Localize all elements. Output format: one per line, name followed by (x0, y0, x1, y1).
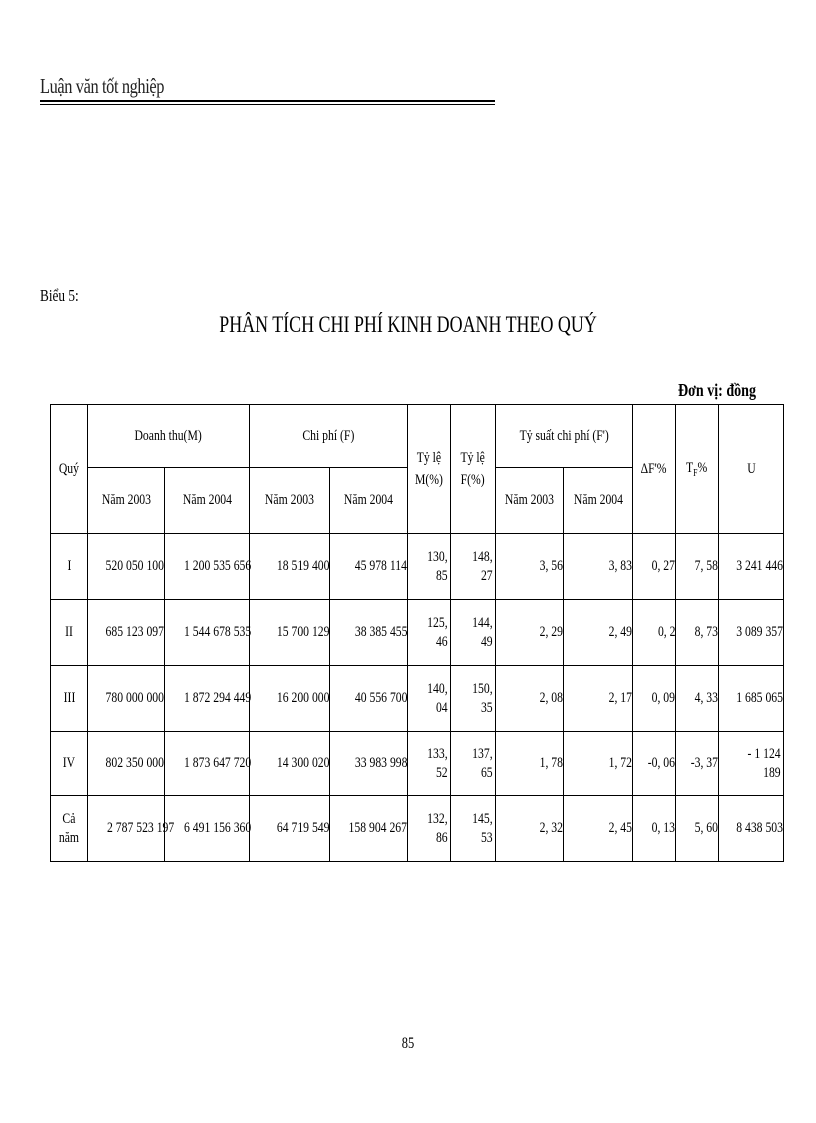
cell-u: 1 685 065 (719, 666, 784, 732)
header-ratio-f: Tỷ lệ F(%) (451, 405, 496, 534)
cell-cost2003: 14 300 020 (250, 732, 330, 796)
cell-rev2003: 520 050 100 (88, 534, 165, 600)
cell-rate2004: 3, 83 (564, 534, 633, 600)
cell-rate2003: 2, 08 (496, 666, 564, 732)
page-number: 85 (401, 1035, 415, 1052)
unit-label: Đơn vị: đồng (678, 380, 756, 400)
cell-ratio-m: 133, 52 (408, 732, 451, 796)
header-cost: Chi phí (F) (250, 405, 408, 468)
table-row-q3 (51, 666, 784, 732)
table-row-q2 (51, 600, 784, 666)
table-row-q1 (51, 534, 784, 600)
cell-cost2003: 18 519 400 (250, 534, 330, 600)
cell-cost2004: 40 556 700 (330, 666, 408, 732)
cell-cost2004: 38 385 455 (330, 600, 408, 666)
cell-rate2003: 2, 29 (496, 600, 564, 666)
cell-rate2003: 2, 32 (496, 796, 564, 862)
header-rule (40, 100, 495, 105)
cell-quarter: I (51, 534, 88, 600)
cell-delta: 0, 27 (633, 534, 676, 600)
header-rate-2003: Năm 2003 (496, 468, 564, 534)
cell-cost2004: 33 983 998 (330, 732, 408, 796)
cell-rev2003: 685 123 097 (88, 600, 165, 666)
document-header-title: Luận văn tốt nghiệp (40, 74, 165, 98)
header-u: U (719, 405, 784, 534)
table-row-year (51, 796, 784, 862)
cell-u: 3 089 357 (719, 600, 784, 666)
cell-rev2003: 780 000 000 (88, 666, 165, 732)
cell-cost2003: 15 700 129 (250, 600, 330, 666)
header-cost-rate: Tỷ suất chi phí (F') (496, 405, 633, 468)
header-cost-2003: Năm 2003 (250, 468, 330, 534)
cell-tf: -3, 37 (676, 732, 719, 796)
cell-rate2004: 2, 45 (564, 796, 633, 862)
cell-ratio-f: 144, 49 (451, 600, 496, 666)
cell-rate2004: 2, 49 (564, 600, 633, 666)
header-revenue: Doanh thu(M) (88, 405, 250, 468)
cell-rate2003: 3, 56 (496, 534, 564, 600)
header-ratio-m: Tỷ lệ M(%) (408, 405, 451, 534)
cell-rev2004: 1 873 647 720 (165, 732, 250, 796)
cell-rev2003: 2 787 523 197 (88, 796, 165, 862)
page-title: PHÂN TÍCH CHI PHÍ KINH DOANH THEO QUÝ (219, 312, 597, 337)
cell-ratio-m: 125, 46 (408, 600, 451, 666)
cell-quarter: IV (51, 732, 88, 796)
header-delta-f: ΔF'% (633, 405, 676, 534)
header-revenue-2003: Năm 2003 (88, 468, 165, 534)
header-revenue-2004: Năm 2004 (165, 468, 250, 534)
cell-rev2004: 1 200 535 656 (165, 534, 250, 600)
cell-rate2004: 1, 72 (564, 732, 633, 796)
cell-rate2004: 2, 17 (564, 666, 633, 732)
cell-cost2004: 45 978 114 (330, 534, 408, 600)
cell-rev2004: 1 872 294 449 (165, 666, 250, 732)
cell-tf: 5, 60 (676, 796, 719, 862)
cell-ratio-f: 145, 53 (451, 796, 496, 862)
cell-ratio-m: 140, 04 (408, 666, 451, 732)
cell-u: 3 241 446 (719, 534, 784, 600)
header-rate-2004: Năm 2004 (564, 468, 633, 534)
cell-rev2004: 1 544 678 535 (165, 600, 250, 666)
header-cost-2004: Năm 2004 (330, 468, 408, 534)
cell-delta: 0, 2 (633, 600, 676, 666)
cell-rev2004: 6 491 156 360 (165, 796, 250, 862)
cell-delta: 0, 13 (633, 796, 676, 862)
header-tf: $T_F\%$ (676, 405, 719, 534)
cell-cost2003: 64 719 549 (250, 796, 330, 862)
cell-u: - 1 124 189 (719, 732, 784, 796)
cell-rate2003: 1, 78 (496, 732, 564, 796)
cell-ratio-f: 150, 35 (451, 666, 496, 732)
cell-u: 8 438 503 (719, 796, 784, 862)
cell-ratio-f: 137, 65 (451, 732, 496, 796)
header-quarter: Quý (51, 405, 88, 534)
table-caption: Biểu 5: (40, 286, 79, 305)
cell-delta: -0, 06 (633, 732, 676, 796)
cell-ratio-m: 132, 86 (408, 796, 451, 862)
cost-analysis-table (50, 404, 784, 862)
cell-quarter: Cả năm (51, 796, 88, 862)
cell-rev2003: 802 350 000 (88, 732, 165, 796)
cell-tf: 8, 73 (676, 600, 719, 666)
cell-cost2003: 16 200 000 (250, 666, 330, 732)
cell-cost2004: 158 904 267 (330, 796, 408, 862)
cell-tf: 7, 58 (676, 534, 719, 600)
cell-quarter: III (51, 666, 88, 732)
cell-ratio-m: 130, 85 (408, 534, 451, 600)
cell-tf: 4, 33 (676, 666, 719, 732)
cell-ratio-f: 148, 27 (451, 534, 496, 600)
cell-delta: 0, 09 (633, 666, 676, 732)
table-row-q4 (51, 732, 784, 796)
cell-quarter: II (51, 600, 88, 666)
